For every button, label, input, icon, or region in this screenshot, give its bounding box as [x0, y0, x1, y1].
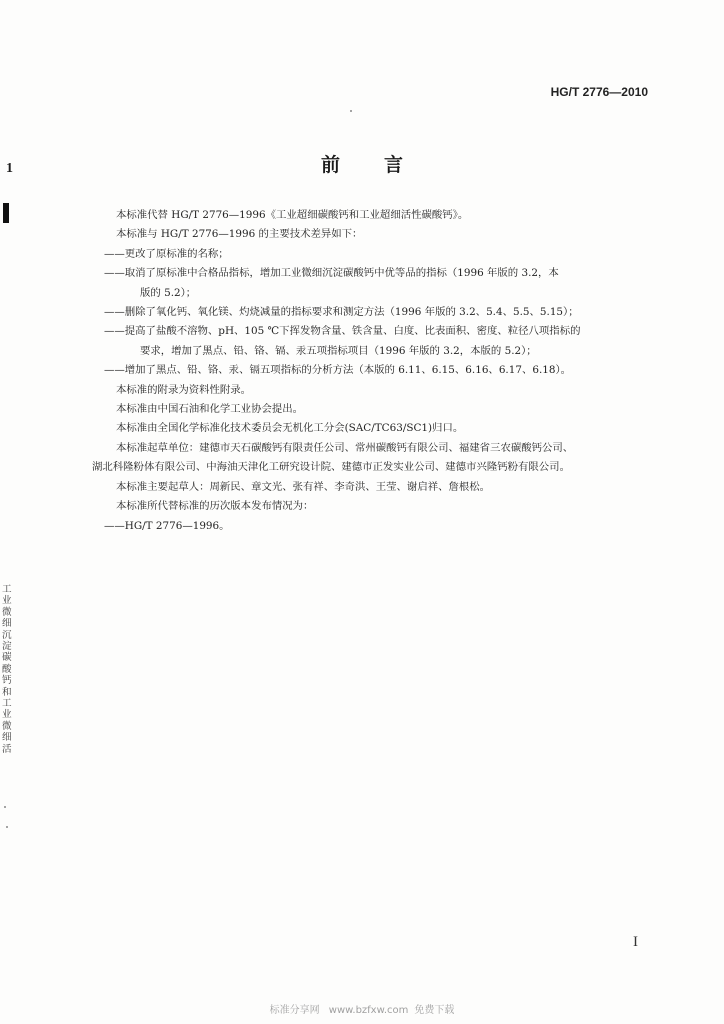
footer-watermark: [0, 1001, 724, 1016]
standard-code: HG/T 2776—2010: [550, 85, 648, 99]
list-item: ——更改了原标准的名称；: [104, 247, 229, 260]
list-item: ——提高了盐酸不溶物、pH、105 ℃下挥发物含量、铁含量、白度、比表面积、密度、粒径八项指标的: [104, 325, 581, 338]
paragraph: 本标准由全国化学标准化技术委员会无机化工分会(SAC/TC63/SC1)归口。: [116, 422, 464, 435]
page-number: I: [633, 934, 638, 950]
margin-number: 1: [6, 161, 13, 176]
list-item-continuation: 版的 5.2）；: [140, 286, 197, 299]
page-title: 前言: [320, 154, 447, 176]
list-item: ——增加了黑点、铅、铬、汞、镉五项指标的分析方法（本版的 6.11、6.15、6.16、6.17、6.18）。: [104, 364, 572, 377]
footer-tagline: 免费下载: [414, 1005, 455, 1016]
margin-bar: [3, 203, 9, 223]
list-item: ——HG/T 2776—1996。: [104, 519, 230, 532]
footer-site-name: 标准分享网: [269, 1005, 320, 1016]
paragraph: 本标准与 HG/T 2776—1996 的主要技术差异如下：: [116, 228, 363, 241]
paragraph-continuation: 湖北科隆粉体有限公司、中海油天津化工研究设计院、建德市正发实业公司、建德市兴隆钙粉有限公司。: [92, 461, 570, 474]
scan-speck: [4, 806, 6, 808]
scan-speck: [6, 826, 8, 828]
side-running-title: 工业微细沉淀碳酸钙和工业微细活: [2, 584, 12, 755]
paragraph: 本标准的附录为资料性附录。: [116, 383, 252, 396]
footer-url: www.bzfxw.com: [328, 1005, 409, 1016]
paragraph: 本标准所代替标准的历次版本发布情况为：: [116, 500, 314, 513]
paragraph: 本标准由中国石油和化学工业协会提出。: [116, 403, 304, 416]
list-item: ——取消了原标准中合格品指标，增加工业微细沉淀碳酸钙中优等品的指标（1996 年版的 3.2，本: [104, 267, 559, 280]
paragraph: 本标准主要起草人：周新民、章文光、张有祥、李奇洪、王莹、谢启祥、詹根松。: [116, 480, 491, 493]
foreword-body: [92, 206, 664, 536]
scan-speck: [350, 110, 352, 112]
paragraph: 本标准起草单位：建德市天石碳酸钙有限责任公司、常州碳酸钙有限公司、福建省三农碳酸钙公司、: [116, 441, 574, 454]
list-item-continuation: 要求，增加了黑点、铅、铬、镉、汞五项指标项目（1996 年版的 3.2，本版的 5.2）；: [140, 344, 537, 357]
paragraph: 本标准代替 HG/T 2776—1996《工业超细碳酸钙和工业超细活性碳酸钙》。: [116, 209, 469, 221]
list-item: ——删除了氧化钙、氧化镁、灼烧减量的指标要求和测定方法（1996 年版的 3.2、5.4、5.5、5.15）；: [104, 306, 579, 319]
